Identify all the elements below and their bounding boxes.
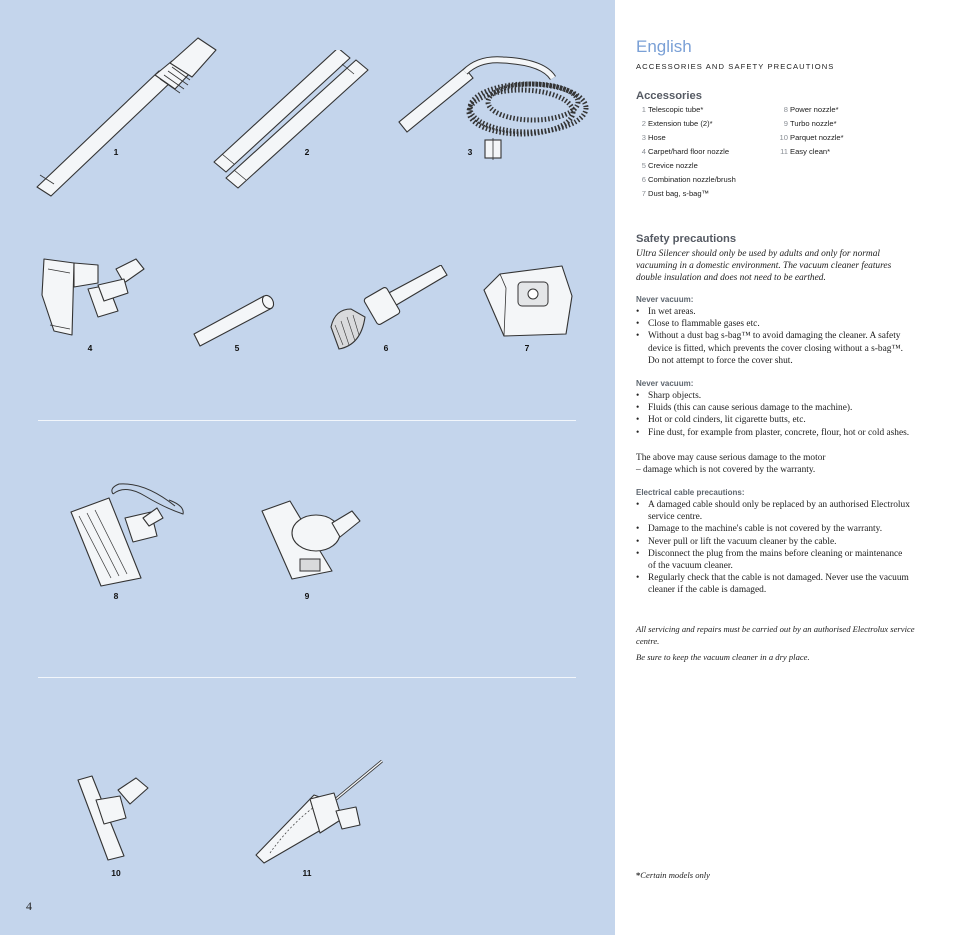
footnote-text: Certain models only	[640, 870, 710, 880]
page-number: 4	[26, 899, 32, 913]
dust-bag-illustration	[478, 262, 578, 342]
servicing-note: All servicing and repairs must be carried out by an authorised Electrolux service centre.	[636, 624, 915, 646]
list-item: • A damaged cable should only be replaced by an authorised Electrolux service centre.	[636, 499, 910, 523]
footnote-star: *	[636, 870, 641, 880]
list-item: 11 Easy clean*	[780, 147, 831, 156]
figure-label-9: 9	[304, 591, 310, 601]
safety-intro: Ultra Silencer should only be used by adults and only for normal vacuuming in a domestic environment. The vacuum cleaner features double insulation and does not need to be earthed.	[636, 249, 892, 283]
figure-label-8: 8	[113, 591, 119, 601]
list-item: 5 Crevice nozzle	[641, 161, 698, 170]
list-item: 9 Turbo nozzle*	[783, 119, 837, 128]
figure-label-5: 5	[234, 343, 240, 353]
list-item: • Fluids (this can cause serious damage to the machine).	[636, 402, 910, 414]
telescopic-tube-illustration	[30, 35, 220, 205]
figure-label-4: 4	[87, 343, 93, 353]
never-vacuum-list-1	[636, 306, 910, 367]
figure-label-2: 2	[304, 147, 310, 157]
warranty-note-line-2: – damage which is not covered by the warranty.	[636, 465, 816, 475]
list-item: • Close to flammable gases etc.	[636, 318, 910, 330]
warranty-note-line-1: The above may cause serious damage to the motor	[636, 453, 826, 463]
footnote	[636, 869, 916, 881]
never-vacuum-heading-1: Never vacuum:	[636, 295, 694, 304]
list-item: • Disconnect the plug from the mains before cleaning or maintenance of the vacuum cleaner.	[636, 548, 910, 572]
electrical-heading: Electrical cable precautions:	[636, 488, 745, 497]
list-item: • Without a dust bag s-bag™ to avoid damaging the cleaner. A safety device is fitted, which prevents the cover closing without a s-bag™. Do not attempt to force the cover shut.	[636, 330, 910, 367]
crevice-nozzle-illustration	[190, 290, 280, 350]
carpet-floor-nozzle-illustration	[38, 255, 153, 340]
easy-clean-illustration	[250, 755, 388, 867]
list-item: 2 Extension tube (2)*	[641, 119, 713, 128]
list-item: 3 Hose	[641, 133, 666, 142]
figure-label-7: 7	[524, 343, 530, 353]
list-item: 8 Power nozzle*	[783, 105, 839, 114]
list-item: 6 Combination nozzle/brush	[641, 175, 736, 184]
list-item: 10 Parquet nozzle*	[779, 133, 844, 142]
list-item: 4 Carpet/hard floor nozzle	[641, 147, 730, 156]
page-title: English	[636, 37, 692, 56]
electrical-list	[636, 499, 910, 597]
list-item: • Sharp objects.	[636, 390, 910, 402]
never-vacuum-heading-2: Never vacuum:	[636, 379, 694, 388]
list-item: • Regularly check that the cable is not damaged. Never use the vacuum cleaner if the cable is damaged.	[636, 572, 910, 596]
page-subtitle: ACCESSORIES AND SAFETY PRECAUTIONS	[636, 62, 835, 71]
list-item: 1 Telescopic tube*	[641, 105, 704, 114]
list-item: • Fine dust, for example from plaster, concrete, flour, hot or cold ashes.	[636, 427, 910, 439]
list-item: • In wet areas.	[636, 306, 910, 318]
never-vacuum-list-2	[636, 390, 910, 439]
section-divider-bottom	[38, 677, 576, 678]
accessories-column-2	[776, 103, 844, 159]
parquet-nozzle-illustration	[74, 770, 154, 862]
accessories-heading: Accessories	[636, 90, 702, 102]
figure-label-1: 1	[113, 147, 119, 157]
safety-heading: Safety precautions	[636, 233, 737, 245]
hose-illustration	[393, 50, 593, 175]
figure-label-3: 3	[467, 147, 473, 157]
figure-label-11: 11	[302, 868, 312, 878]
list-item: • Damage to the machine's cable is not covered by the warranty.	[636, 523, 910, 535]
list-item: 7 Dust bag, s-bag™	[641, 189, 710, 198]
extension-tubes-illustration	[210, 50, 375, 190]
figure-label-6: 6	[383, 343, 389, 353]
turbo-nozzle-illustration	[258, 497, 368, 582]
figure-label-10: 10	[111, 868, 121, 878]
accessories-column-1	[636, 103, 736, 201]
power-nozzle-illustration	[65, 478, 190, 588]
dry-place-note: Be sure to keep the vacuum cleaner in a dry place.	[636, 652, 810, 662]
list-item: • Never pull or lift the vacuum cleaner by the cable.	[636, 536, 910, 548]
section-divider-top	[38, 420, 576, 421]
combination-nozzle-brush-illustration	[325, 265, 450, 355]
list-item: • Hot or cold cinders, lit cigarette butts, etc.	[636, 414, 910, 426]
